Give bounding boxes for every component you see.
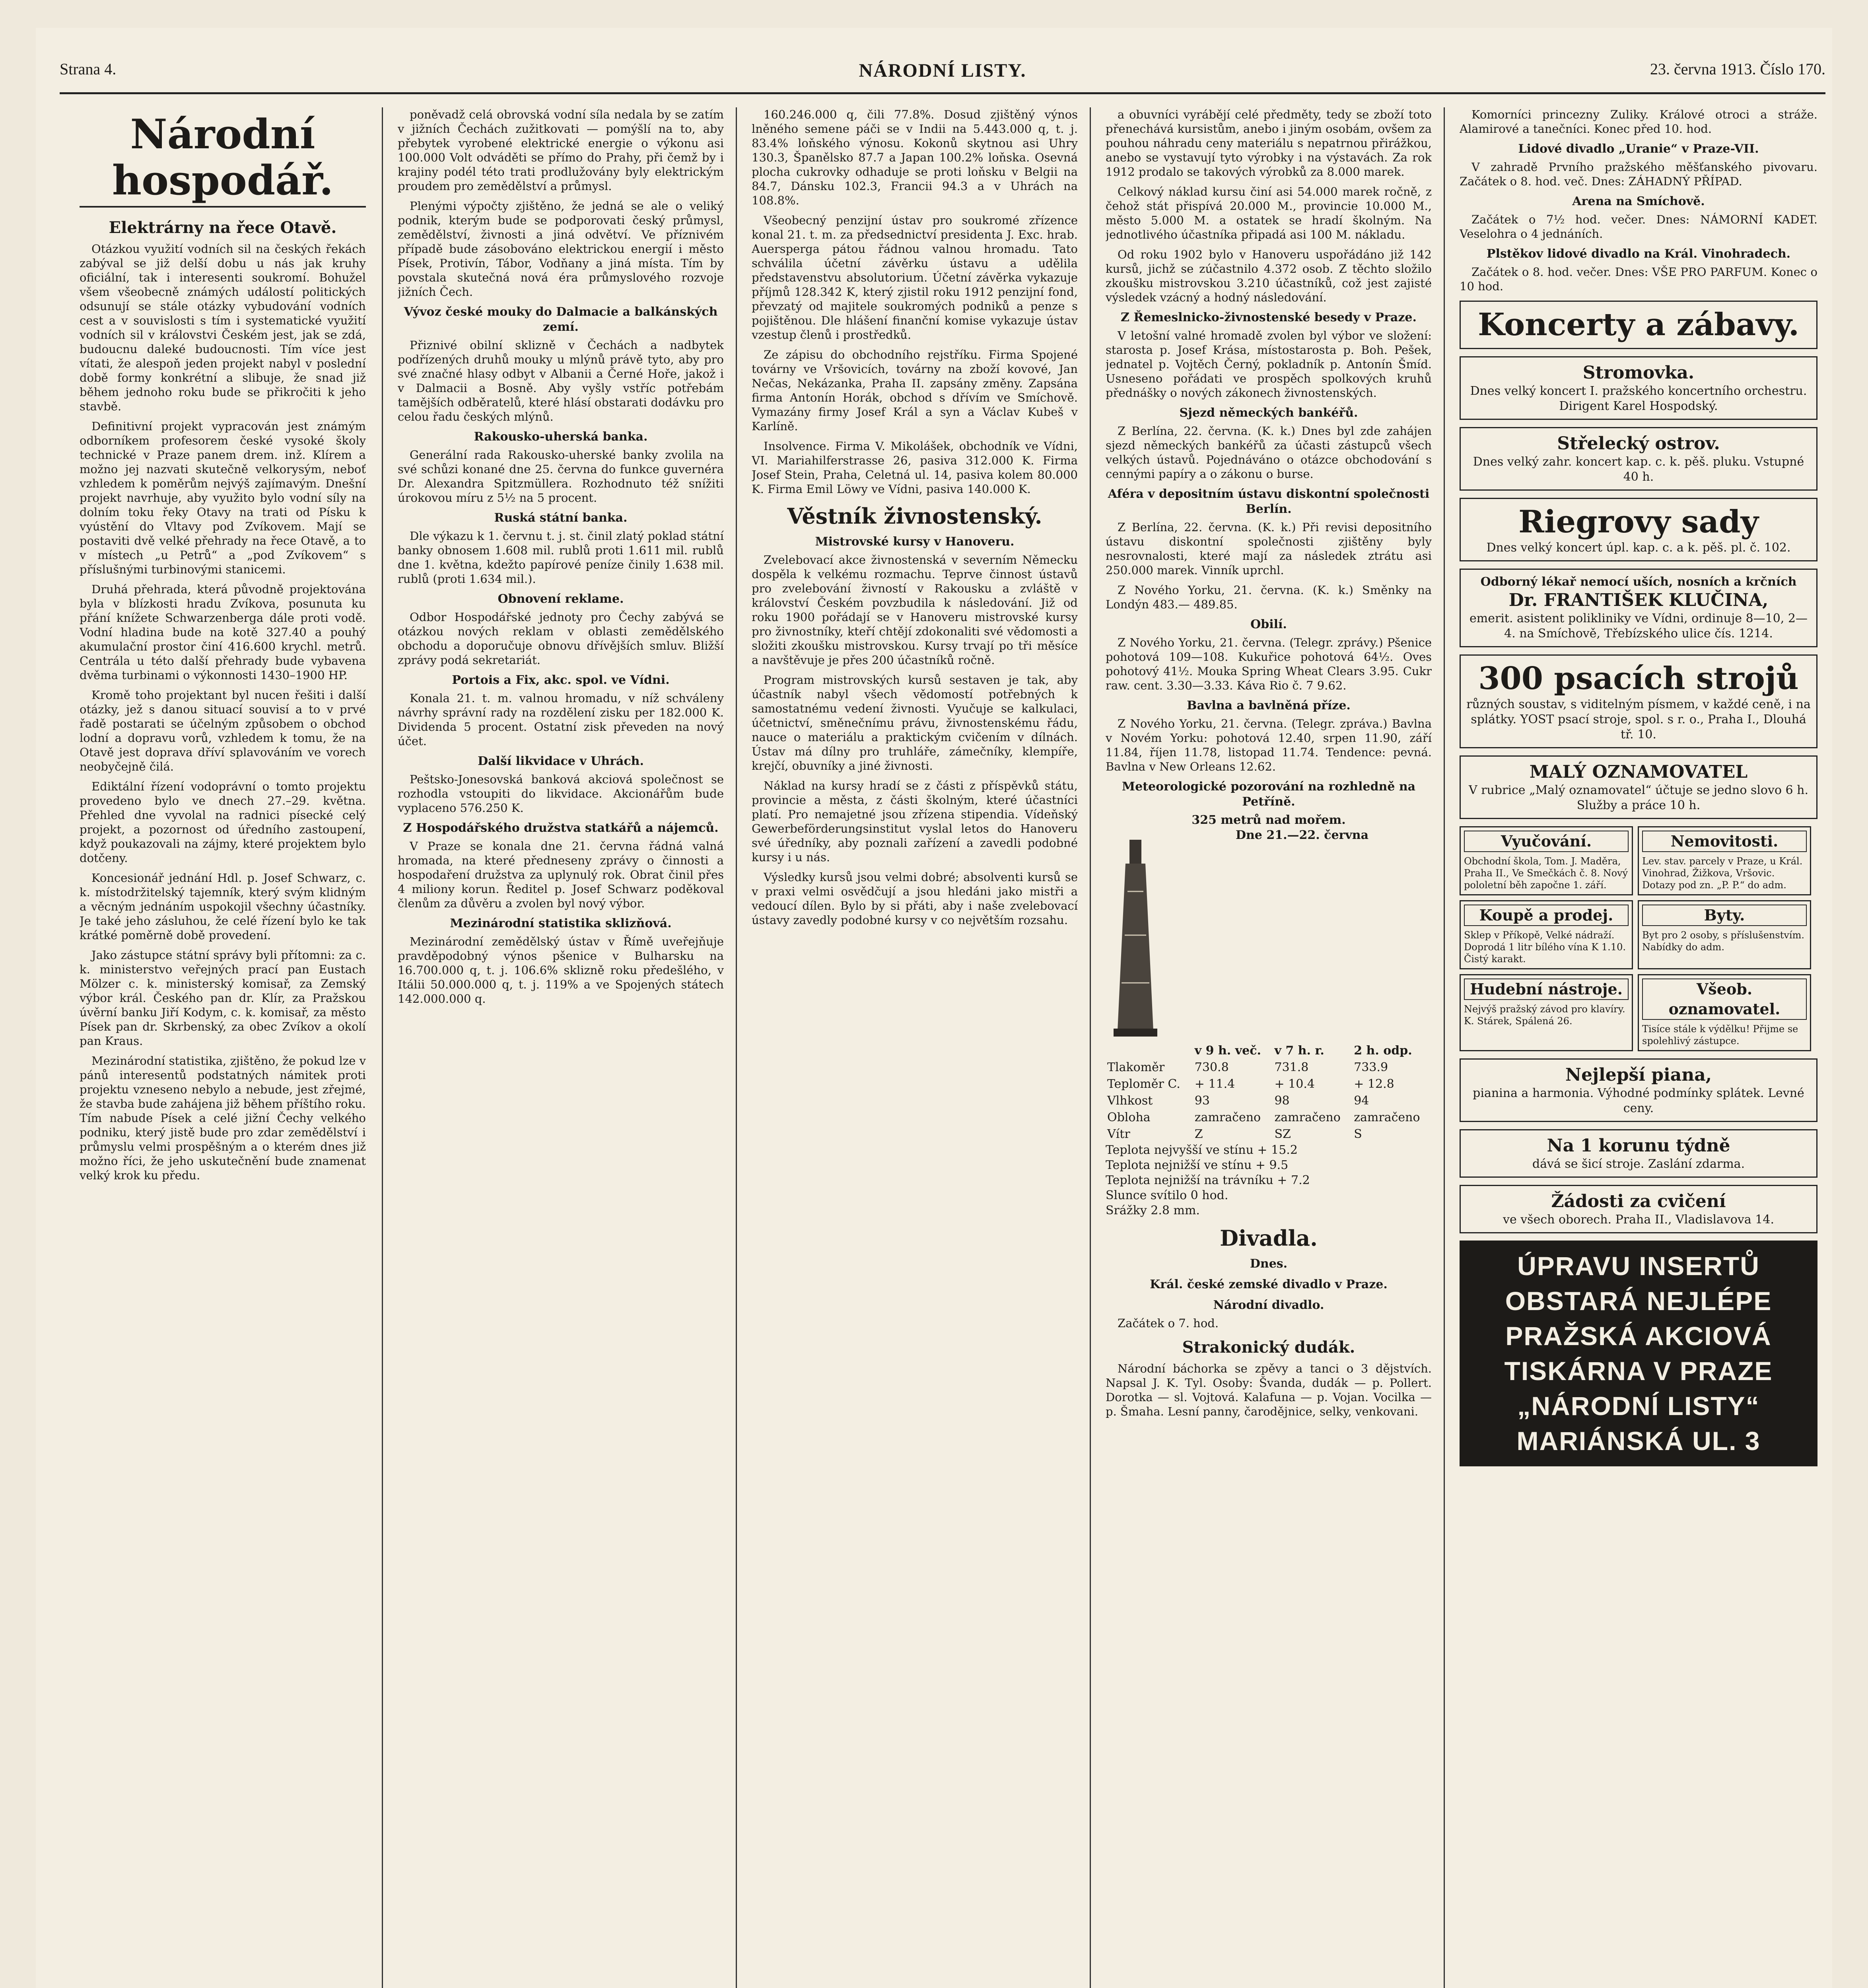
play-description: Národní báchorka se zpěvy a tanci o 3 dějstvích. Napsal J. K. Tyl. Osoby: Švanda, dudák — p. Pollert. Dorotka — sl. Vojtová. Kalafuna — p. Vojan. Vocilka — p. Šmaha. Lesní panny, čarodějnice, selky, venkovani.	[1106, 1362, 1432, 1418]
ad-koncerty	[1460, 301, 1817, 349]
article-heading: Ruská státní banka.	[494, 511, 628, 525]
theatre-name: Plstěkov lidové divadlo na Král. Vinohradech.	[1486, 247, 1791, 261]
weather-title: Meteorologické pozorování na rozhledně na Petříně.	[1122, 780, 1416, 809]
ad-zadosti	[1460, 1185, 1817, 1233]
article-paragraph: Z Berlína, 22. června. (K. k.) Dnes byl zde zahájen sjezd německých bankéřů za účasti zástupců všech velkých ústavů. Pojednáváno o otázce obchodování s cennými papíry a o zákonu o burse.	[1106, 424, 1432, 481]
theatre-today: Dnes.	[1250, 1257, 1288, 1271]
weather-cell: Vlhkost	[1107, 1094, 1153, 1108]
classified-text: Lev. stav. parcely v Praze, u Král. Vinohrad, Žižkova, Vršovic. Dotazy pod zn. „P. P.“ do adm.	[1642, 856, 1803, 891]
ad-text: V rubrice „Malý oznamovatel“ účtuje se jedno slovo 6 h. Služby a práce 10 h.	[1468, 783, 1809, 812]
theatre-section-title: Divadla.	[1220, 1225, 1318, 1251]
ad-title: Stromovka.	[1582, 363, 1695, 383]
article-heading: Mistrovské kursy v Hanoveru.	[815, 535, 1015, 549]
ad-title: 300 psacích strojů	[1478, 660, 1799, 697]
article-paragraph: Dle výkazu k 1. červnu t. j. st. činil zlatý poklad státní banky obnosem 1.608 mil. rublů proti 1.611 mil. rublů dne 1. května, kdežto papírové peníze činily 1.638 mil. rublů (proti 1.634 mil.).	[398, 529, 724, 586]
classified-heading: Nemovitosti.	[1642, 831, 1807, 852]
article-heading: Mezinárodní statistika sklizňová.	[450, 916, 672, 930]
column-divider	[1444, 107, 1445, 1988]
section-masthead: Národní hospodář.	[112, 111, 334, 204]
column-divider	[1090, 107, 1091, 1988]
classified-text: Nejvýš pražský závod pro klavíry. K. Stárek, Spálená 26.	[1464, 1004, 1625, 1027]
article-heading: Rakousko-uherská banka.	[474, 430, 648, 444]
article-heading: Z Řemeslnicko-živnostenské besedy v Praze.	[1121, 311, 1417, 324]
page-number: Strana 4.	[60, 60, 117, 78]
ad-text: dává se šicí stroje. Zaslání zdarma.	[1532, 1157, 1745, 1171]
ad-classifieds-header	[1460, 755, 1817, 819]
article-paragraph: Insolvence. Firma V. Mikolášek, obchodník ve Vídni, VI. Mariahilferstrasse 26, pasiva 312.000 K. Firma Josef Stein, Praha, Celetná ul. 14, pasiva kolem 80.000 K. Firma Emil Löwy ve Vídni, pasiva 140.000 K.	[752, 439, 1078, 496]
classified-heading: Vyučování.	[1464, 831, 1629, 852]
article-heading: Obilí.	[1250, 617, 1287, 631]
weather-cell: + 11.4	[1194, 1077, 1235, 1091]
column-divider	[382, 107, 383, 1988]
article-paragraph: a obuvníci vyrábějí celé předměty, tedy se zboží toto přenechává kursistům, anebo i jiným osobám, ovšem za pouhou náhradu ceny materiálu s nepatrnou přirážkou, anebo se vystavují tyto výrobky i na výstavách. Za rok 1912 prodalo se takových výrobků za 8.000 marek.	[1106, 108, 1432, 179]
article-heading: Aféra v depositním ústavu diskontní společnosti Berlín.	[1108, 487, 1430, 516]
article-paragraph: Ze zápisu do obchodního rejstříku. Firma Spojené továrny ve Vršovicích, továrny na zboží kovové, Jan Nečas, Nekázanka, Praha II. zapsány změny. Zapsána firma Antonín Horák, obchod s dřívím ve Smíchově. Vymazány firmy Josef Král a syn a Václav Kubeš v Karlíně.	[752, 348, 1078, 433]
ad-title: Žádosti za cvičení	[1551, 1191, 1726, 1211]
weather-column-header: 2 h. odp.	[1354, 1044, 1412, 1058]
article-paragraph: Z Berlína, 22. června. (K. k.) Při revisi depositního ústavu diskontní společnosti zjištěny byly nesrovnalosti, které mají za následek ztrátu asi 250.000 marek. Vinník uprchl.	[1106, 520, 1432, 577]
theatre-start-time: Začátek o 7. hod.	[1118, 1316, 1219, 1330]
classified-box	[1460, 826, 1633, 895]
weather-column-header: v 7 h. r.	[1274, 1044, 1324, 1058]
article-heading: Sjezd německých bankéřů.	[1179, 406, 1358, 420]
article-paragraph: Generální rada Rakousko-uherské banky zvolila na své schůzi konané dne 25. června do funkce guvernéra Dr. Alexandra Spitzmüllera. Rozhodnuto též snížiti úrokovou míru z 5½ na 5 procent.	[398, 448, 724, 505]
article-paragraph: Jako zástupce státní správy byli přítomni: za c. k. ministerstvo veřejných prací pan Eustach Mölzer c. k. ministerský komisař, za Zemský výbor král. Českého pan dr. Klír, za Pražskou úvěrní banku Jiří Kodym, c. k. komisař, za město Písek pan dr. Skrbenský, za obec Zvíkov a okolí pan Kraus.	[80, 948, 366, 1048]
classified-box	[1638, 826, 1811, 895]
weather-row	[1106, 1093, 1432, 1109]
newspaper-title: NÁRODNÍ LISTY.	[859, 60, 1026, 81]
article-paragraph: Všeobecný penzijní ústav pro soukromé zřízence konal 21. t. m. za předsednictví presidenta J. Exc. hrab. Auersperga pátou řádnou valnou hromadu. Tato schválila účetní závěrku ústavu a udělila představenstvu absolutorium. Účetní závěrka vykazuje příjmů 128.342 K, který zjistil roku 1912 penzijní fond, převzatý od majitele soukromých podniků a penze s pojištěnou. Dle hlášení finanční komise vykazuje ústav vzestup členů i prostředků.	[752, 214, 1078, 342]
article-paragraph: Kromě toho projektant byl nucen řešiti i další otázky, jež s danou situací souvisí a to v prvé řadě postarati se účelným způsobem o obchod lodní a dopravu vorů, vzhledem k tomu, že na Otavě jest doprava dříví splavováním ve vorech neobyčejně čilá.	[80, 688, 366, 773]
ad-subtitle: Odborný lékař nemocí uších, nosních a krčních	[1480, 575, 1797, 589]
article-paragraph: Peštsko-Jonesovská banková akciová společnost se rozhodla vstoupiti do likvidace. Akcionářům bude vyplaceno 576.250 K.	[398, 773, 724, 815]
weather-cell: 93	[1194, 1094, 1210, 1108]
ad-stromovka	[1460, 356, 1817, 420]
petrin-tower-illustration	[1106, 832, 1165, 1039]
article-paragraph: V letošní valné hromadě zvolen byl výbor ve složení: starosta p. Josef Krása, místostarosta p. Boh. Pešek, jednatel p. Vojtěch Černý, pokladník p. Antonín Šmíd. Usneseno pořádati ve prospěch spolkových kruhů přednášky o nových zákonech živnostenských.	[1106, 329, 1432, 400]
ad-title: Dr. FRANTIŠEK KLUČINA,	[1508, 590, 1769, 610]
weather-table	[1106, 1043, 1432, 1143]
classified-text: Tisíce stále k výdělku! Přijme se spolehlivý zástupce.	[1642, 1023, 1798, 1046]
article-paragraph: Koncesionář jednání Hdl. p. Josef Schwarz, c. k. místodržitelský tajemník, který svým klidným a věcným jednáním uspokojil všechny účastníky. Je také jeho zásluhou, že celé řízení bylo ke tak krátké poměrně době provedení.	[80, 871, 366, 942]
theatre-program: V zahradě Prvního pražského měšťanského pivovaru. Začátek o 8. hod. več. Dnes: ZÁHADNÝ PŘÍPAD.	[1460, 160, 1817, 188]
ad-text: Dnes velký koncert I. pražského koncertního orchestru. Dirigent Karel Hospodský.	[1470, 384, 1807, 413]
column-4	[1106, 107, 1432, 1988]
weather-cell: Obloha	[1107, 1110, 1151, 1124]
theatre-name: Arena na Smíchově.	[1572, 194, 1705, 208]
weather-row	[1106, 1059, 1432, 1076]
ad-riegrovy-sady	[1460, 498, 1817, 561]
weather-cell: zamračeno	[1194, 1110, 1261, 1124]
theatre-program: Začátek o 8. hod. večer. Dnes: VŠE PRO PARFUM. Konec o 10 hod.	[1460, 265, 1817, 293]
ad-title: Nejlepší piana,	[1565, 1065, 1712, 1085]
weather-altitude: 325 metrů nad mořem.	[1192, 813, 1346, 827]
column-3	[752, 107, 1078, 1988]
header-rule	[60, 92, 1825, 94]
classified-text: Sklep v Příkopě, Velké nádraží. Doprodá 1 litr bílého vína K 1.10. Čistý karakt.	[1464, 930, 1626, 965]
weather-cell: + 12.8	[1354, 1077, 1394, 1091]
weather-note: Srážky 2.8 mm.	[1106, 1204, 1200, 1217]
article-title: Elektrárny na řece Otavě.	[109, 218, 337, 237]
ad-text: různých soustav, s viditelným písmem, v každé ceně, i na splátky. YOST psací stroje, spol. s r. o., Praha I., Dlouhá tř. 10.	[1466, 697, 1811, 742]
article-paragraph: Výsledky kursů jsou velmi dobré; absolventi kursů se v praxi velmi osvědčují a jsou hledáni jako mistři a vedoucí dílen. Bylo by si přáti, aby i naše zvelebovací ústavy zavedly podobné kursy v co největším rozsahu.	[752, 870, 1078, 927]
weather-row	[1106, 1109, 1432, 1126]
weather-cell: 731.8	[1274, 1060, 1309, 1074]
weather-column-header	[1106, 1043, 1193, 1059]
play-title: Strakonický dudák.	[1182, 1338, 1355, 1357]
weather-note: Teplota nejnižší na trávníku + 7.2	[1106, 1173, 1310, 1187]
column-1	[80, 107, 366, 1988]
weather-cell: 733.9	[1354, 1060, 1388, 1074]
classified-heading: Koupě a prodej.	[1464, 905, 1629, 926]
weather-cell: + 10.4	[1274, 1077, 1315, 1091]
ad-printing-house: ÚPRAVU INSERTŮ OBSTARÁ NEJLÉPE PRAŽSKÁ AKCIOVÁ TISKÁRNA V PRAZE „NÁRODNÍ LISTY“ MARIÁNSKÁ UL. 3	[1460, 1241, 1817, 1466]
article-paragraph: Celkový náklad kursu činí asi 54.000 marek ročně, z čehož stát přispívá 20.000 M., provincie 10.000 M., město 5.000 M. a ostatek se hradí školným. Na jednotlivého účastníka připadá asi 100 M. nákladu.	[1106, 185, 1432, 241]
article-paragraph: Program mistrovských kursů sestaven je tak, aby účastník nabyl všech vědomostí potřebných k samostatnému vedení živnosti. Vyučuje se kalkulaci, účetnictví, směnečnímu právu, živnostenskému řádu, nauce o materiálu a praktickým cvičením v dílnách. Ústav má dílny pro truhláře, zámečníky, klempíře, krejčí, obuvníky a jiné živnosti.	[752, 673, 1078, 773]
article-paragraph: 160.246.000 q, čili 77.8%. Dosud zjištěný výnos lněného semene páči se v Indii na 5.443.000 q, t. j. 83.4% loňského výnosu. Kokonů skytnou asi Uhry 130.3, Španělsko 87.7 a Japan 100.2% loňska. Osevná plocha cukrovky odhaduje se proti loňsku v Belgii na 84.7, Dánsku 102.3, Francii 94.3 a v Uhrách na 108.8%.	[752, 108, 1078, 207]
article-paragraph: Odbor Hospodářské jednoty pro Čechy zabývá se otázkou nových reklam v oblasti zemědělského obchodu a doporučuje obnovu dřívějších smluv. Bližší zprávy podá sekretariát.	[398, 610, 724, 667]
ad-title: Riegrovy sady	[1518, 504, 1759, 540]
ad-text: Dnes velký zahr. koncert kap. c. k. pěš. pluku. Vstupné 40 h.	[1473, 455, 1804, 484]
weather-cell: Vítr	[1107, 1127, 1130, 1141]
article-paragraph: Plenými výpočty zjištěno, že jedná se ale o veliký podnik, kterým bude se podporovati český průmysl, zemědělství, živnosti a jiná odvětví. Ve příznivém případě bude zásobováno elektrickou energií i město Písek, Protivín, Tábor, Vodňany a jiná místa. Tím by povstala skutečná nová éra průmyslového rozvoje jižních Čech.	[398, 199, 724, 299]
weather-note: Teplota nejnižší ve stínu + 9.5	[1106, 1158, 1289, 1172]
ad-text: pianina a harmonia. Výhodné podmínky splátek. Levné ceny.	[1473, 1086, 1804, 1115]
classified-text: Byt pro 2 osoby, s příslušenstvím. Nabídky do adm.	[1642, 930, 1804, 953]
weather-cell: zamračeno	[1354, 1110, 1420, 1124]
article-heading: Vývoz české mouky do Dalmacie a balkánských zemí.	[404, 305, 718, 334]
column-5	[1460, 107, 1817, 1988]
ad-title: MALÝ OZNAMOVATEL	[1529, 762, 1748, 782]
classified-text: Obchodní škola, Tom. J. Maděra, Praha II., Ve Smečkách č. 8. Nový pololetní běh započne 1. září.	[1464, 856, 1628, 891]
ad-text: ve všech oborech. Praha II., Vladislavova 14.	[1503, 1213, 1774, 1227]
article-paragraph: Mezinárodní zemědělský ústav v Římě uveřejňuje pravděpodobný výnos pšenice v Bulharsku na 16.700.000 q, t. j. 106.6% sklizně roku předešlého, v Itálii 50.000.000 q, t. j. 119% a ve Spojených státech 142.000.000 q.	[398, 935, 724, 1006]
classified-heading: Byty.	[1642, 905, 1807, 926]
ad-piana	[1460, 1058, 1817, 1122]
weather-cell: 98	[1274, 1094, 1290, 1108]
weather-date: Dne 21.—22. června	[1235, 828, 1369, 842]
article-paragraph: Konala 21. t. m. valnou hromadu, v níž schváleny návrhy správní rady na rozdělení zisku per 182.000 K. Dividenda 5 procent. Ostatní zisk převeden na nový účet.	[398, 691, 724, 748]
article-paragraph: Z Nového Yorku, 21. června. (Telegr. zprávy.) Pšenice pohotová 109—108. Kukuřice pohotová 64½. Oves pohotový 41½. Mouka Spring Wheat Clears 3.95. Cukr raw. cent. 3.30—3.33. Káva Rio č. 7 9.62.	[1106, 636, 1432, 692]
article-paragraph: Definitivní projekt vypracován jest známým odborníkem profesorem české vysoké školy technické v Praze panem drem. inž. Klírem a možno jej nazvati skutečně velkorysým, neboť vzhledem k poměrům nejvýš zajímavým. Dnešní projekt navrhuje, aby využito bylo vodní síly na dolním toku řeky Otavy na trati od Písku k vyústění do Vltavy pod Zvíkovem. Mají se postaviti dvě velké přehrady na řece Otavě, a to v místech „u Petrů“ a „pod Zvíkovem“ s příslušnými turbinovými stanicemi.	[80, 419, 366, 576]
section-heading: Věstník živnostenský.	[787, 503, 1042, 529]
ad-strelecky-ostrov	[1460, 427, 1817, 491]
masthead-rule	[80, 206, 366, 208]
article-heading: Bavlna a bavlněná příze.	[1187, 699, 1351, 712]
ad-heading: Koncerty a zábavy.	[1478, 307, 1799, 343]
article-paragraph: Od roku 1902 bylo v Hanoveru uspořádáno již 142 kursů, jichž se zúčastnilo 4.372 osob. Z těchto složilo zkoušku mistrovskou 3.210 účastníků, což jest zajisté výsledek vzácný a hodný následování.	[1106, 248, 1432, 304]
article-paragraph: Ediktální řízení vodoprávní o tomto projektu provedeno bylo ve dnech 27.–29. května. Přehled dne vyvolal na radnici písecké celý projekt, a pozornost od úředního zastoupení, když poukazovali na zájmy, které projektem bylo dotčeny.	[80, 780, 366, 865]
column-2	[398, 107, 724, 1988]
article-paragraph: poněvadž celá obrovská vodní síla nedala by se zatím v jižních Čechách zužitkovati — pomýšlí na to, aby přebytek vyrobené elektrické energie o výkonu asi 100.000 Volt odváděti se přímo do Prahy, při čemž by i krajiny podél této trati prodlužovány byly elektrickým proudem pro zemědělství a průmysl.	[398, 108, 724, 193]
weather-note: Teplota nejvyšší ve stínu + 15.2	[1106, 1143, 1298, 1157]
theatre-name: Lidové divadlo „Uranie“ v Praze-VII.	[1518, 142, 1759, 156]
weather-cell: Teploměr C.	[1107, 1077, 1180, 1091]
article-paragraph: Mezinárodní statistika, zjištěno, že pokud lze v pánů interesentů podstatných námitek proti projektu vzneseno nebylo a nebude, jest zřejmé, že stavba bude zahájena již během příštího roku. Tím nabude Písek a celé jižní Čechy velkého podniku, který jistě bude pro zdar zemědělství i průmyslu velmi prospěšným a o kterém dnes již možno říci, že jeho uskutečnění bude znamenat velký krok ku předu.	[80, 1054, 366, 1182]
ad-title: Střelecký ostrov.	[1557, 433, 1720, 454]
classified-box	[1638, 900, 1811, 969]
classified-box	[1460, 900, 1633, 969]
weather-report	[1106, 779, 1432, 1218]
ad-text: emerit. asistent polikliniky ve Vídni, ordinuje 8—10, 2—4. na Smíchově, Třebízského ulice čís. 1214.	[1470, 612, 1808, 641]
ad-sewing	[1460, 1129, 1817, 1178]
article-paragraph: Druhá přehrada, která původně projektována byla v blízkosti hradu Zvíkova, posunuta ku přání knížete Schwarzenberga dále proti vodě. Vodní hladina bude na kotě 327.40 a pouhý akumulační prostor činí 416.600 krychl. metrů. Centrála u této další přehrady bude vybavena dvěma turbinami o výkonnosti 1430–1900 HP.	[80, 582, 366, 682]
ad-doctor	[1460, 569, 1817, 647]
weather-cell: SZ	[1274, 1127, 1291, 1141]
weather-column-header: v 9 h. več.	[1194, 1044, 1261, 1058]
theatre-name: Král. české zemské divadlo v Praze.	[1150, 1277, 1388, 1291]
weather-cell: zamračeno	[1274, 1110, 1341, 1124]
issue-date: 23. června 1913. Číslo 170.	[1650, 60, 1825, 78]
article-paragraph: Z Nového Yorku, 21. června. (K. k.) Směnky na Londýn 483.— 489.85.	[1106, 583, 1432, 611]
article-paragraph: Přiznivé obilní sklizně v Čechách a nadbytek podřízených druhů mouky u mlýnů právě tyto, aby pro své značné hlasy odbyt v Albanii a Černé Hoře, jakož i v Dalmacii a Bosně. Aby vyšly vstříc potřebám tamějších odběratelů, které hlásí obstarati dodávku pro celou řadu českých mlýnů.	[398, 338, 724, 423]
classified-box	[1638, 974, 1811, 1051]
classified-box	[1460, 974, 1633, 1051]
classifieds-grid	[1460, 826, 1817, 1051]
weather-cell: Tlakoměr	[1107, 1060, 1165, 1074]
weather-row	[1106, 1126, 1432, 1143]
theatre-subname: Národní divadlo.	[1213, 1298, 1324, 1312]
classified-heading: Všeob. oznamovatel.	[1642, 978, 1807, 1020]
classified-heading: Hudební nástroje.	[1464, 978, 1629, 1000]
article-heading: Obnovení reklame.	[498, 592, 624, 606]
weather-cell: Z	[1194, 1127, 1203, 1141]
weather-cell: 730.8	[1194, 1060, 1229, 1074]
article-heading: Další likvidace v Uhrách.	[478, 754, 644, 768]
article-paragraph: Z Nového Yorku, 21. června. (Telegr. zpráva.) Bavlna v Novém Yorku: pohotová 12.40, srpen 11.90, září 11.84, říjen 11.78, listopad 11.74. Tendence: pevná. Bavlna v New Orleans 12.62.	[1106, 717, 1432, 773]
ad-typewriters	[1460, 654, 1817, 748]
column-divider	[736, 107, 737, 1988]
ad-text: Dnes velký koncert úpl. kap. c. a k. pěš. pl. č. 102.	[1486, 541, 1791, 555]
weather-row	[1106, 1076, 1432, 1093]
article-paragraph: Náklad na kursy hradí se z části z příspěvků státu, provincie a města, z části školným, které účastníci platí. Pro nemajetné jsou zřízena stipendia. Vídeňský Gewerbeförderungsinstitut vyslal letos do Hanoveru své úředníky, aby poznali zařízení a zavedli podobné kursy i u nás.	[752, 779, 1078, 864]
article-paragraph: V Praze se konala dne 21. června řádná valná hromada, na které předneseny zprávy o činnosti a hospodaření družstva za uplynulý rok. Obrat činil přes 4 miliony korun. Ředitel p. Josef Schwarz poděkoval členům za důvěru a zvolen byl nový výbor.	[398, 839, 724, 910]
weather-cell: S	[1354, 1127, 1362, 1141]
article-paragraph: Zvelebovací akce živnostenská v severním Německu dospěla k velkému rozmachu. Teprve činnost ústavů pro zvelebování živností v Rakousku a zvláště v království Českém povzbudila k následování. Již od roku 1900 pořádají se v Hanoveru mistrovské kursy pro živnostníky, kteří chtějí zdokonaliti své vědomosti a složiti zkoušku mistrovskou. Kursy trvají po tři měsíce a navštěvuje je přes 200 účastníků ročně.	[752, 553, 1078, 667]
article-heading: Portois a Fix, akc. spol. ve Vídni.	[452, 673, 670, 687]
theatre-program: Začátek o 7½ hod. večer. Dnes: NÁMORNÍ KADET. Veselohra o 4 jednáních.	[1460, 213, 1817, 241]
theatre-note: Komorníci princezny Zuliky. Králové otroci a stráže. Alamirové a tanečníci. Konec před 10. hod.	[1460, 108, 1817, 136]
article-paragraph: Otázkou využití vodních sil na českých řekách zabýval se již delší dobu u nás jak kruhy oficiální, tak i interesenti soukromí. Bohužel všem všeobecně známých událostí politických odsunují se stále otázky vybudování vodních cest a v souvislosti s tím i systematické využití vodních sil v královstvi Českém jest, jak se zdá, budoucnu daleké budoucnosti. Tím více jest vítati, že alespoň jeden projekt nabyl v poslední době formy konkrétní a slibuje, že snad již během jednoho roku bude se přikročiti k jeho stavbě.	[80, 242, 366, 413]
weather-cell: 94	[1354, 1094, 1369, 1108]
weather-note: Slunce svítilo 0 hod.	[1106, 1188, 1228, 1202]
article-heading: Z Hospodářského družstva statkářů a nájemců.	[403, 821, 719, 835]
ad-title: Na 1 korunu týdně	[1547, 1136, 1730, 1156]
page-header	[60, 60, 1825, 87]
